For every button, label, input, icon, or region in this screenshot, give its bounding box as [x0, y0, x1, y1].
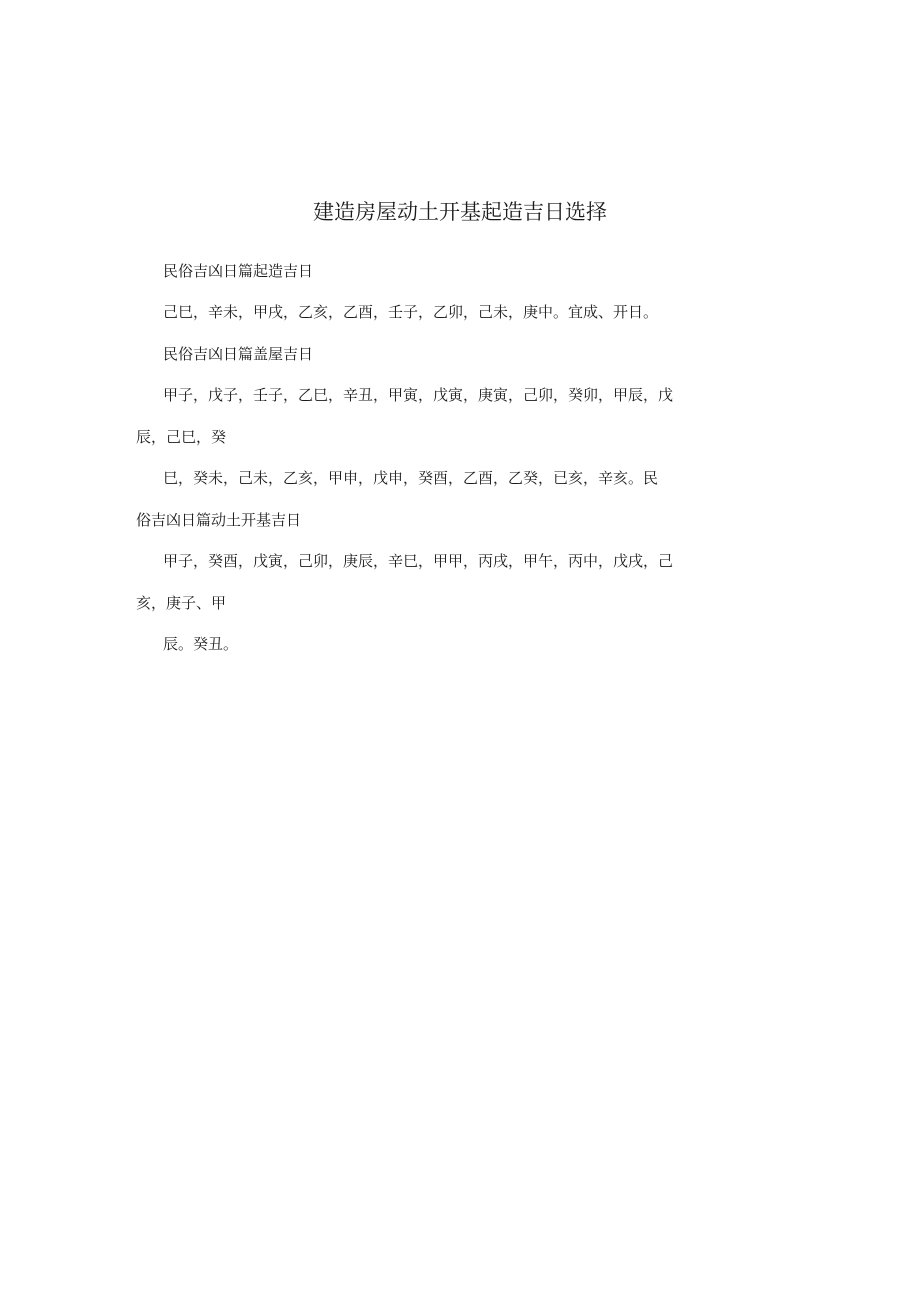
- document-title: 建造房屋动土开基起造吉日选择: [313, 200, 607, 224]
- paragraph-line: 亥，庚子、甲: [136, 594, 227, 612]
- section-heading-gaiwu: 民俗吉凶日篇盖屋吉日: [163, 345, 314, 363]
- paragraph-line: 辰，己巳，癸: [136, 428, 227, 446]
- paragraph-line: 甲子，癸酉，戊寅，己卯，庚辰，辛巳，甲甲，丙戌，甲午，丙中，戊戌，己: [163, 552, 674, 570]
- paragraph-line: 巳，癸未，己未，乙亥，甲申，戊申，癸酉，乙酉，乙癸，已亥，辛亥。民: [163, 469, 659, 487]
- paragraph-line: 俗吉凶日篇动土开基吉日: [136, 511, 302, 529]
- paragraph-line: 己巳，辛未，甲戌，乙亥，乙酉，壬子，乙卯，己未，庚中。宜成、开日。: [163, 303, 659, 321]
- paragraph-line: 甲子，戊子，壬子，乙巳，辛丑，甲寅，戊寅，庚寅，己卯，癸卯，甲辰，戊: [163, 386, 674, 404]
- section-heading-qizao: 民俗吉凶日篇起造吉日: [163, 262, 314, 280]
- paragraph-line: 辰。癸丑。: [163, 635, 239, 653]
